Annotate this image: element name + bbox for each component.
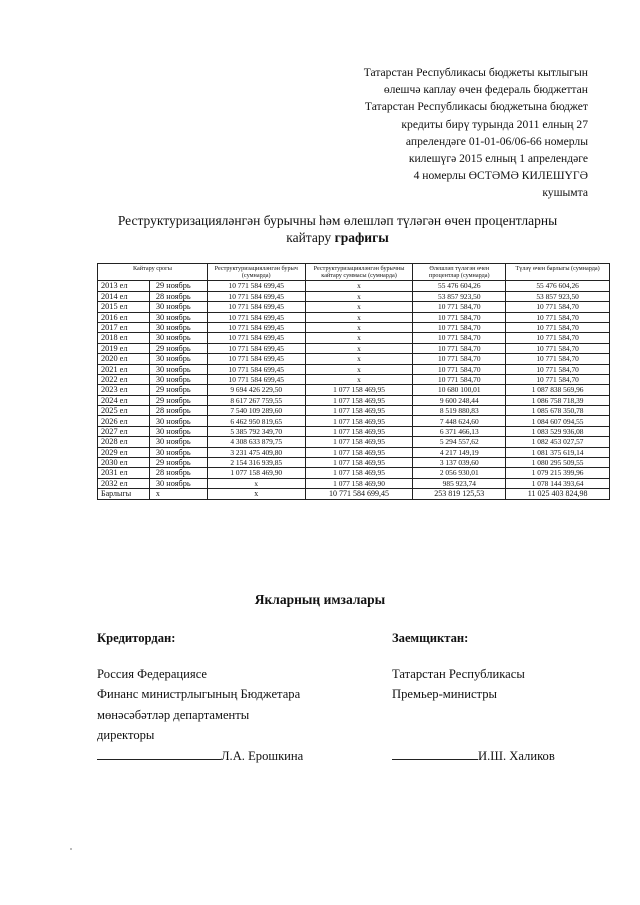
row-repayment: x <box>305 312 413 322</box>
row-interest: 6 371 466,13 <box>413 426 506 436</box>
row-debt: 6 462 950 819,65 <box>207 416 305 426</box>
row-interest: 5 294 557,62 <box>413 437 506 447</box>
row-repayment: 1 077 158 469,95 <box>305 447 413 457</box>
row-date: 28 ноябрь <box>149 291 207 301</box>
row-total: 1 081 375 619,14 <box>506 447 610 457</box>
row-repayment: x <box>305 333 413 343</box>
row-debt: 10 771 584 699,45 <box>207 374 305 384</box>
row-year: 2023 ел <box>98 385 150 395</box>
row-total: 10 771 584,70 <box>506 364 610 374</box>
row-debt: 7 540 109 289,60 <box>207 406 305 416</box>
row-date: 30 ноябрь <box>149 302 207 312</box>
row-year: 2014 ел <box>98 291 150 301</box>
row-year: 2020 ел <box>98 354 150 364</box>
row-date: 30 ноябрь <box>149 322 207 332</box>
row-year: Барлыгы <box>98 489 150 499</box>
row-debt: 10 771 584 699,45 <box>207 354 305 364</box>
row-interest: 8 519 880,83 <box>413 406 506 416</box>
spacer <box>392 705 632 746</box>
scan-speck <box>70 848 72 850</box>
table-row <box>98 322 610 332</box>
row-year: 2029 ел <box>98 447 150 457</box>
row-repayment: x <box>305 364 413 374</box>
row-interest: 10 771 584,70 <box>413 374 506 384</box>
creditor-block <box>97 628 367 766</box>
appendix-header <box>288 64 588 202</box>
row-date: 29 ноябрь <box>149 385 207 395</box>
header-line: 4 номерлы ӨСТӘМӘ КИЛЕШҮГӘ <box>413 169 588 183</box>
header-line: кушымта <box>542 186 588 200</box>
row-debt: 10 771 584 699,45 <box>207 302 305 312</box>
row-year: 2026 ел <box>98 416 150 426</box>
row-date: 30 ноябрь <box>149 426 207 436</box>
row-date: 29 ноябрь <box>149 458 207 468</box>
row-total: 10 771 584,70 <box>506 374 610 384</box>
table-row <box>98 302 610 312</box>
row-total: 1 087 838 569,96 <box>506 385 610 395</box>
row-debt: 5 385 792 349,70 <box>207 426 305 436</box>
header-line: Татарстан Республикасы бюджеты кытлыгын <box>363 66 588 79</box>
row-year: 2018 ел <box>98 333 150 343</box>
row-year: 2017 ел <box>98 322 150 332</box>
row-year: 2019 ел <box>98 343 150 353</box>
repayment-schedule-table <box>97 263 610 500</box>
row-year: 2030 ел <box>98 458 150 468</box>
table-row <box>98 426 610 436</box>
row-total: 1 083 529 936,08 <box>506 426 610 436</box>
header-repayment-amount: Реструктуризацияләнгән бурычны кайтару суммасы (сумнарда) <box>305 264 413 281</box>
document-title <box>95 212 580 246</box>
header-line: өлешчә каплау өчен федераль бюджеттан <box>383 83 588 97</box>
table-row <box>98 364 610 374</box>
row-repayment: 1 077 158 469,95 <box>305 468 413 478</box>
row-total: 10 771 584,70 <box>506 322 610 332</box>
table-total-row <box>98 489 610 499</box>
row-interest: 253 819 125,53 <box>413 489 506 499</box>
row-repayment: 1 077 158 469,95 <box>305 406 413 416</box>
row-year: 2013 ел <box>98 281 150 291</box>
borrower-block <box>392 628 632 766</box>
row-repayment: 1 077 158 469,95 <box>305 458 413 468</box>
row-debt: x <box>207 478 305 488</box>
creditor-line: директоры <box>97 728 155 742</box>
row-date: 30 ноябрь <box>149 374 207 384</box>
row-interest: 3 137 039,60 <box>413 458 506 468</box>
header-due-date: Кайтару срогы <box>98 264 208 281</box>
row-year: 2015 ел <box>98 302 150 312</box>
row-date: 28 ноябрь <box>149 468 207 478</box>
row-year: 2016 ел <box>98 312 150 322</box>
row-date: 28 ноябрь <box>149 406 207 416</box>
table-row <box>98 395 610 405</box>
table-row <box>98 343 610 353</box>
row-repayment: 10 771 584 699,45 <box>305 489 413 499</box>
table-row <box>98 385 610 395</box>
row-debt: 10 771 584 699,45 <box>207 281 305 291</box>
table-row <box>98 437 610 447</box>
header-line: Татарстан Республикасы бюджетына бюджет <box>364 100 588 114</box>
header-line: кредиты бирү турында 2011 елның 27 <box>401 117 588 131</box>
row-interest: 9 600 248,44 <box>413 395 506 405</box>
row-date: 30 ноябрь <box>149 354 207 364</box>
row-debt: 10 771 584 699,45 <box>207 364 305 374</box>
row-date: 30 ноябрь <box>149 416 207 426</box>
table-row <box>98 354 610 364</box>
row-debt: 4 308 633 879,75 <box>207 437 305 447</box>
row-debt: 1 077 158 469,90 <box>207 468 305 478</box>
row-debt: x <box>207 489 305 499</box>
table-row <box>98 312 610 322</box>
row-interest: 10 771 584,70 <box>413 333 506 343</box>
creditor-heading: Кредитордан: <box>97 631 176 645</box>
row-debt: 10 771 584 699,45 <box>207 322 305 332</box>
row-year: 2024 ел <box>98 395 150 405</box>
row-date: 29 ноябрь <box>149 395 207 405</box>
row-date: 29 ноябрь <box>149 281 207 291</box>
header-line: апрелендәге 01-01-06/06-66 номерлы <box>405 134 588 148</box>
title-line-2-plain: кайтару <box>286 230 335 245</box>
row-date: 30 ноябрь <box>149 333 207 343</box>
row-total: 1 085 678 350,78 <box>506 406 610 416</box>
borrower-line: Премьер-министры <box>392 687 497 701</box>
row-interest: 4 217 149,19 <box>413 447 506 457</box>
row-interest: 2 056 930,01 <box>413 468 506 478</box>
table-row <box>98 291 610 301</box>
row-total: 10 771 584,70 <box>506 354 610 364</box>
row-repayment: 1 077 158 469,90 <box>305 478 413 488</box>
row-interest: 985 923,74 <box>413 478 506 488</box>
row-debt: 9 694 426 229,50 <box>207 385 305 395</box>
row-debt: 8 617 267 759,55 <box>207 395 305 405</box>
row-date: 30 ноябрь <box>149 312 207 322</box>
row-repayment: x <box>305 374 413 384</box>
row-year: 2022 ел <box>98 374 150 384</box>
row-repayment: x <box>305 291 413 301</box>
table-row <box>98 333 610 343</box>
row-total: 1 082 453 027,57 <box>506 437 610 447</box>
table-row <box>98 478 610 488</box>
row-total: 53 857 923,50 <box>506 291 610 301</box>
header-total-payment: Түләү өчен барлыгы (сумнарда) <box>506 264 610 281</box>
row-total: 10 771 584,70 <box>506 302 610 312</box>
row-repayment: 1 077 158 469,95 <box>305 426 413 436</box>
row-repayment: 1 077 158 469,95 <box>305 416 413 426</box>
row-interest: 10 771 584,70 <box>413 302 506 312</box>
row-total: 10 771 584,70 <box>506 343 610 353</box>
row-debt: 10 771 584 699,45 <box>207 291 305 301</box>
table-row <box>98 468 610 478</box>
creditor-signature <box>97 746 367 767</box>
row-date: 29 ноябрь <box>149 343 207 353</box>
row-date: x <box>149 489 207 499</box>
row-debt: 10 771 584 699,45 <box>207 333 305 343</box>
row-interest: 7 448 624,60 <box>413 416 506 426</box>
row-year: 2025 ел <box>98 406 150 416</box>
row-repayment: 1 077 158 469,95 <box>305 385 413 395</box>
row-repayment: x <box>305 281 413 291</box>
table-header-row <box>98 264 610 281</box>
row-total: 1 080 295 509,55 <box>506 458 610 468</box>
creditor-signer: Л.А. Ерошкина <box>221 748 304 763</box>
row-debt: 3 231 475 409,80 <box>207 447 305 457</box>
row-interest: 53 857 923,50 <box>413 291 506 301</box>
row-date: 30 ноябрь <box>149 447 207 457</box>
row-total: 55 476 604,26 <box>506 281 610 291</box>
row-total: 1 086 758 718,39 <box>506 395 610 405</box>
row-year: 2031 ел <box>98 468 150 478</box>
header-interest: Өлешләп түләгән өчен процентлар (сумнарда) <box>413 264 506 281</box>
borrower-signer: И.Ш. Халиков <box>478 748 555 763</box>
row-total: 10 771 584,70 <box>506 333 610 343</box>
signatures-title: Якларның имзалары <box>254 592 386 607</box>
row-interest: 10 771 584,70 <box>413 354 506 364</box>
row-repayment: x <box>305 322 413 332</box>
row-year: 2021 ел <box>98 364 150 374</box>
title-line-1: Реструктуризацияләнгән бурычны һәм өлешләп түләгән өчен процентларны <box>117 213 558 228</box>
signature-line <box>392 746 478 760</box>
row-repayment: x <box>305 302 413 312</box>
row-total: 1 079 215 399,96 <box>506 468 610 478</box>
table-row <box>98 458 610 468</box>
row-date: 30 ноябрь <box>149 437 207 447</box>
row-interest: 10 680 100,01 <box>413 385 506 395</box>
row-interest: 55 476 604,26 <box>413 281 506 291</box>
row-date: 30 ноябрь <box>149 364 207 374</box>
row-total: 10 771 584,70 <box>506 312 610 322</box>
borrower-signature <box>392 746 632 767</box>
row-debt: 2 154 316 939,85 <box>207 458 305 468</box>
table-row <box>98 406 610 416</box>
creditor-line: Финанс министрлыгының Бюджетара <box>97 687 301 701</box>
row-repayment: 1 077 158 469,95 <box>305 395 413 405</box>
row-total: 11 025 403 824,98 <box>506 489 610 499</box>
row-year: 2028 ел <box>98 437 150 447</box>
row-date: 30 ноябрь <box>149 478 207 488</box>
row-repayment: x <box>305 343 413 353</box>
table-row <box>98 447 610 457</box>
table-row <box>98 416 610 426</box>
title-line-2-bold: графигы <box>334 230 389 245</box>
row-interest: 10 771 584,70 <box>413 312 506 322</box>
table-row <box>98 374 610 384</box>
row-repayment: x <box>305 354 413 364</box>
table-body <box>98 281 610 499</box>
row-interest: 10 771 584,70 <box>413 343 506 353</box>
row-year: 2032 ел <box>98 478 150 488</box>
header-line: килешүгә 2015 елның 1 апрелендәге <box>408 152 588 166</box>
signature-line <box>97 746 221 760</box>
creditor-line: Россия Федерациясе <box>97 666 208 681</box>
row-total: 1 078 144 393,64 <box>506 478 610 488</box>
header-restructured-debt: Реструктуризацияләнгән бурыч (сумнарда) <box>207 264 305 281</box>
row-debt: 10 771 584 699,45 <box>207 343 305 353</box>
row-interest: 10 771 584,70 <box>413 322 506 332</box>
row-repayment: 1 077 158 469,95 <box>305 437 413 447</box>
creditor-line: мөнәсәбәтләр департаменты <box>97 707 250 722</box>
borrower-line: Татарстан Республикасы <box>392 666 525 681</box>
row-debt: 10 771 584 699,45 <box>207 312 305 322</box>
table-row <box>98 281 610 291</box>
title-line-2 <box>95 229 580 246</box>
row-interest: 10 771 584,70 <box>413 364 506 374</box>
row-total: 1 084 607 094,55 <box>506 416 610 426</box>
borrower-heading: Заемщиктан: <box>392 631 469 645</box>
row-year: 2027 ел <box>98 426 150 436</box>
